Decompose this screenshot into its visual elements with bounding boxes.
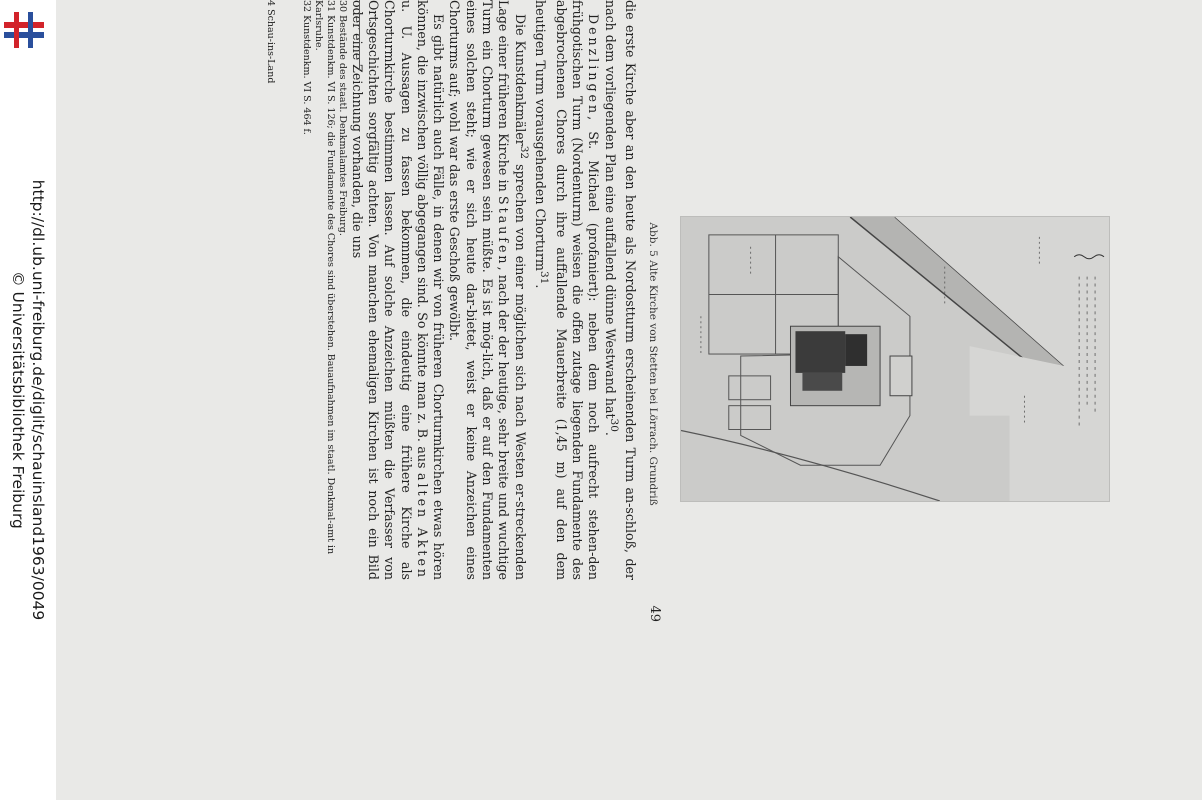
watermark-copyright: © Universitätsbibliothek Freiburg (9, 271, 27, 529)
church-floor-plan-image (680, 216, 1110, 502)
signature-mark: 4 Schau-ins-Land (265, 0, 276, 84)
body-text (348, 0, 638, 580)
footnote-divider (359, 0, 360, 70)
footnote-ref: 31 (538, 270, 551, 285)
rotated-text-block (244, 0, 664, 630)
footnote-ref: 30 (607, 418, 620, 432)
watermark-url[interactable]: http://dl.ub.uni-freiburg.de/diglit/schauinsland1963/0049 (29, 179, 47, 621)
footnote-ref: 32 (517, 145, 530, 160)
place-name: Staufen (496, 196, 512, 267)
paragraph: Die Kunstdenkmäler$^{32}$ sprechen von einer möglichen sich nach Westen er-streckenden Lage einer früheren Kirche in Staufen, nach der der heutige, sehr breite und wuchtige Turm ein Chorturm gewesen sein müßte. Es ist mög-lich, daß er auf den Fundamenten eines solchen steht; wie er sich heute dar-bietet, weist er keine Anzeichen eines Chorturms auf; wohl war das erste Geschoß gewölbt. (447, 0, 530, 581)
paragraph: Es gibt natürlich auch Fälle, in denen wir von früheren Chorturmkirchen etwas hören können, die inzwischen völlig abgegangen sind. So könnte man z. B. aus alten Akten u. U. Aussagen zu fassen bekommen, die eindeutig eine frühere Kirche als Chorturmkirche bestimmen lassen. Auf solche Anzeichen müßten die Verfasser von Ortsgeschichten sorgfältig achten. Von manchen ehemaligen Kirchen ist noch ein Bild oder eine Zeichnung vorhanden, die uns (349, 0, 447, 581)
place-name: Denzlingen (586, 14, 602, 117)
page-number: 49 (647, 605, 662, 622)
paragraph: Denzlingen, St. Michael (profaniert): neben dem noch aufrecht stehen-den frühgotischen Turm (Nordenturm) weisen die offen zutage liegenden Fundamente des abgebrochenen Chores durch ihre auffallende Mauerbreite (1,45 m) auf den dem heutigen Turm vorausgehenden Chorturm$^{31}$. (533, 0, 602, 580)
scanned-page (56, 0, 1202, 800)
footnote: 30 Bestände des staatl. Denkmalamtes Freiburg. (337, 0, 348, 236)
emphasis: alten Akten (414, 472, 430, 581)
figure-caption: Abb. 5 Alte Kirche von Stetten bei Lörrach. Grundriß (647, 222, 659, 506)
footnote: 31 Kunstdenkm. VI S. 126; die Fundamente des Chores sind überstehen. Bauaufnahmen im staatl. Denkmal-amt in Karlsruhe. (313, 0, 336, 555)
footnote: 32 Kunstdenkm. VI S. 464 f. (301, 0, 312, 135)
paragraph: die erste Kirche aber an den heute als Nordostturm erscheinenden Turm an-schloß, der nach dem vorliegenden Plan eine auffallend dünne Westwand hat$^{30}$. (602, 0, 638, 580)
viewer-sidebar (0, 0, 56, 800)
watermark (8, 10, 48, 790)
footnotes (300, 0, 348, 580)
